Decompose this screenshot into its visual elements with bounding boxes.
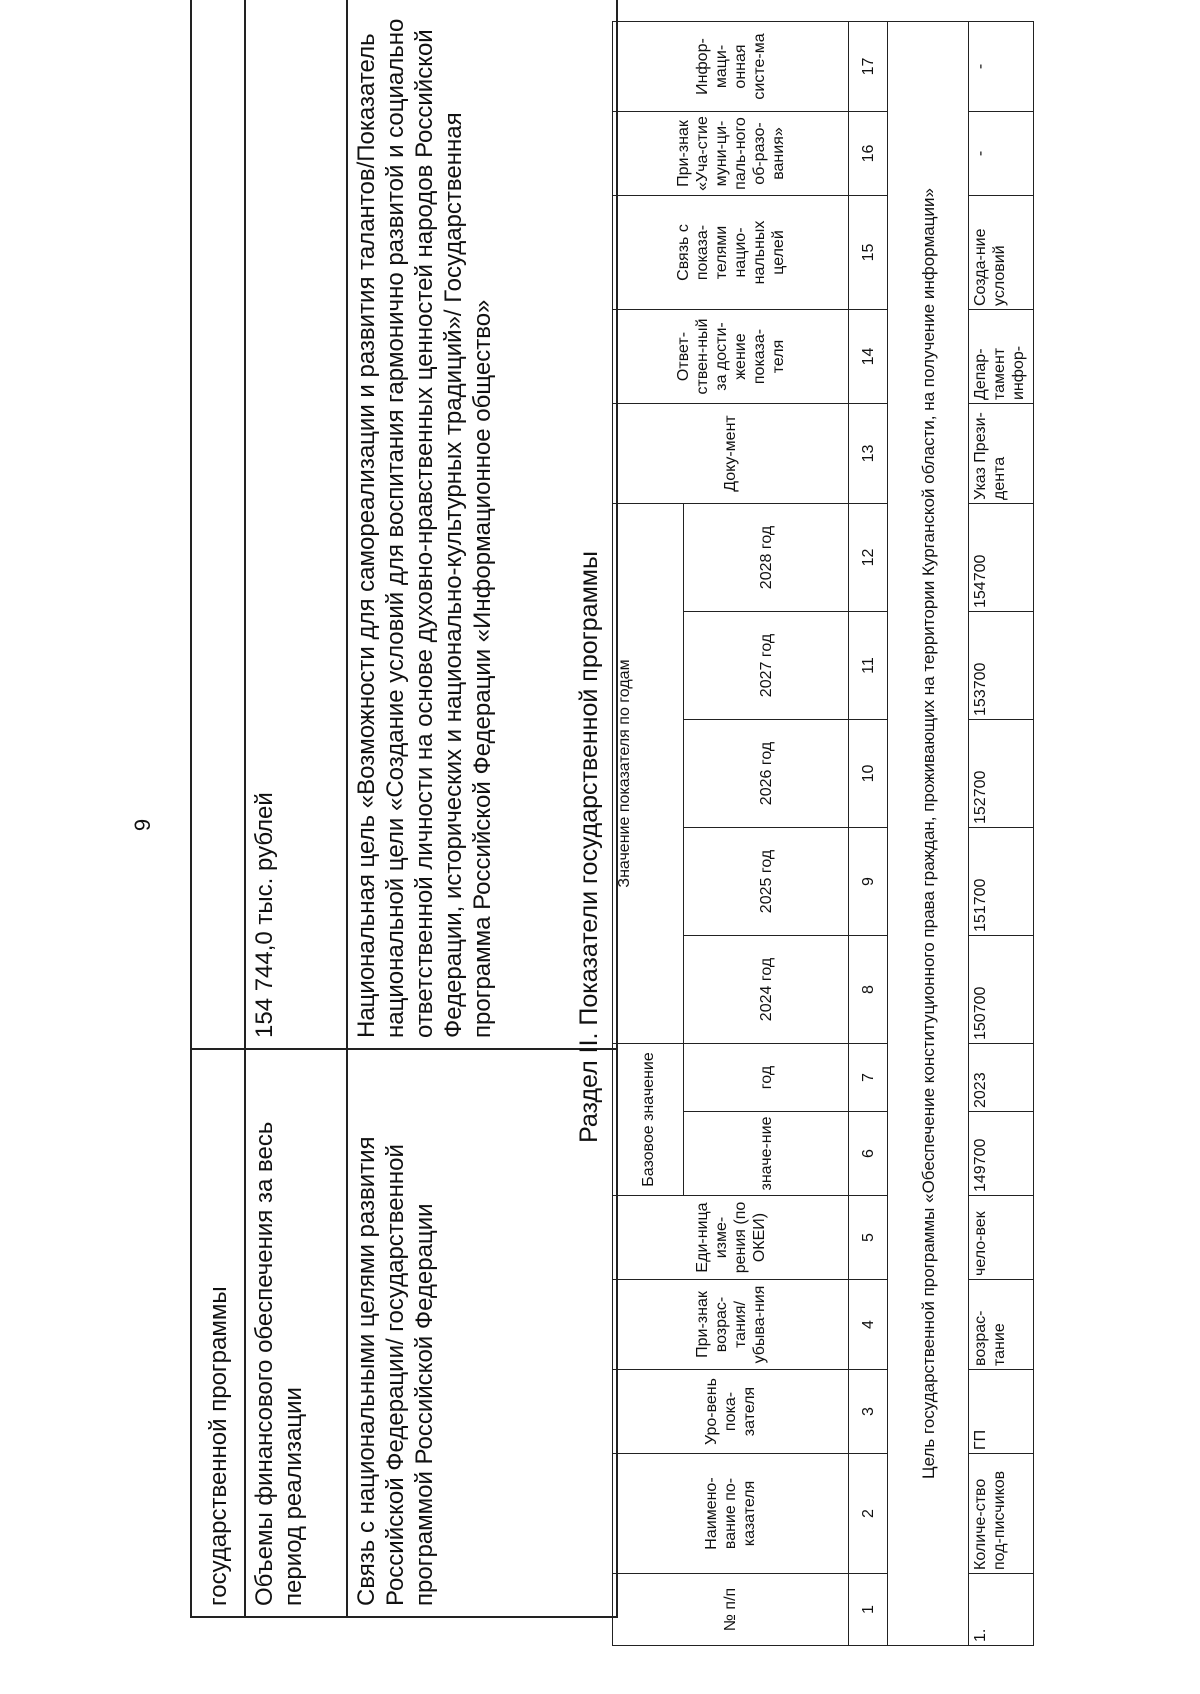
column-number: 1 [849,1574,888,1646]
column-number: 6 [849,1112,888,1196]
column-number: 11 [849,612,888,720]
header-unit: Еди-ница изме-рения (по ОКЕИ) [613,1196,849,1280]
row-name: Количе-ство под-писчиков [969,1454,1034,1574]
column-number: 2 [849,1454,888,1574]
row-2026: 152700 [969,720,1034,828]
header-base-value: значе-ние [684,1112,849,1196]
row-2025: 151700 [969,828,1034,936]
header-year-2024: 2024 год [684,936,849,1044]
indicators-table [612,21,1034,1646]
header-trend: При-знак возрас-тания/ убыва-ния [613,1280,849,1370]
column-number: 4 [849,1280,888,1370]
row-2027: 153700 [969,612,1034,720]
header-document: Доку-мент [613,404,849,504]
column-number: 16 [849,112,888,196]
column-number: 8 [849,936,888,1044]
passport-row3-label: Связь с национальными целями развития Российской Федерации/ государственной программой Российской Федерации [347,1049,617,1617]
header-link: Связь с показа-телями нацио-нальных целей [613,196,849,310]
table-row [969,22,1034,1646]
passport-row2-label: Объемы финансового обеспечения за весь период реализации [245,1049,347,1617]
header-municipal: При-знак «Уча-стие муни-ци-паль-ного об-разо-вания» [613,112,849,196]
header-year-2026: 2026 год [684,720,849,828]
row-num: 1. [969,1574,1034,1646]
header-num: № п/п [613,1574,849,1646]
row-infosys: - [969,22,1034,112]
column-number: 10 [849,720,888,828]
header-years-group: Значение показателя по годам [613,504,684,1044]
header-year-2028: 2028 год [684,504,849,612]
header-infosys: Инфор-маци-онная систе-ма [613,22,849,112]
header-responsible: Ответ-ствен-ный за дости-жение показа-теля [613,310,849,404]
header-name: Наимено-вание по-казателя [613,1454,849,1574]
column-number: 7 [849,1044,888,1112]
row-link: Созда-ние условий [969,196,1034,310]
row-unit: чело-век [969,1196,1034,1280]
column-number: 5 [849,1196,888,1280]
header-year-2025: 2025 год [684,828,849,936]
row-trend: возрас-тание [969,1280,1034,1370]
row-2028: 154700 [969,504,1034,612]
header-year-2027: 2027 год [684,612,849,720]
passport-table [190,0,618,1618]
column-number-row [849,22,888,1646]
column-number: 13 [849,404,888,504]
section-title: Раздел II. Показатели государственной программы [575,551,603,1143]
passport-row3-value: Национальная цель «Возможности для самореализации и развития талантов/Показатель национальной цели «Создание условий для воспитания гармонично развитой и социально ответственной личности на основе духовно-нравственных ценностей народов Российской Федерации, исторических и национально-культурных традиций»/ Государственная программа Российской Федерации «Информационное общество» [347,0,617,1049]
row-2024: 150700 [969,936,1034,1044]
row-responsible: Депар-тамент инфор- [969,310,1034,404]
row-document: Указ Прези-дента [969,404,1034,504]
passport-row2-value: 154 744,0 тыс. рублей [245,0,347,1049]
page-number: 9 [130,818,155,832]
passport-row1-label: государственной программы [191,1049,245,1617]
program-goal: Цель государственной программы «Обеспечение конституционного права граждан, проживающих на территории Курганской области, на получение информации» [888,22,969,1646]
header-base: Базовое значение [613,1044,684,1196]
passport-row1-value [191,0,245,1049]
row-level: ГП [969,1370,1034,1454]
column-number: 15 [849,196,888,310]
row-base-year: 2023 [969,1044,1034,1112]
row-municipal: - [969,112,1034,196]
column-number: 12 [849,504,888,612]
column-number: 3 [849,1370,888,1454]
column-number: 9 [849,828,888,936]
column-number: 14 [849,310,888,404]
header-base-year: год [684,1044,849,1112]
row-base-value: 149700 [969,1112,1034,1196]
header-level: Уро-вень пока-зателя [613,1370,849,1454]
column-number: 17 [849,22,888,112]
